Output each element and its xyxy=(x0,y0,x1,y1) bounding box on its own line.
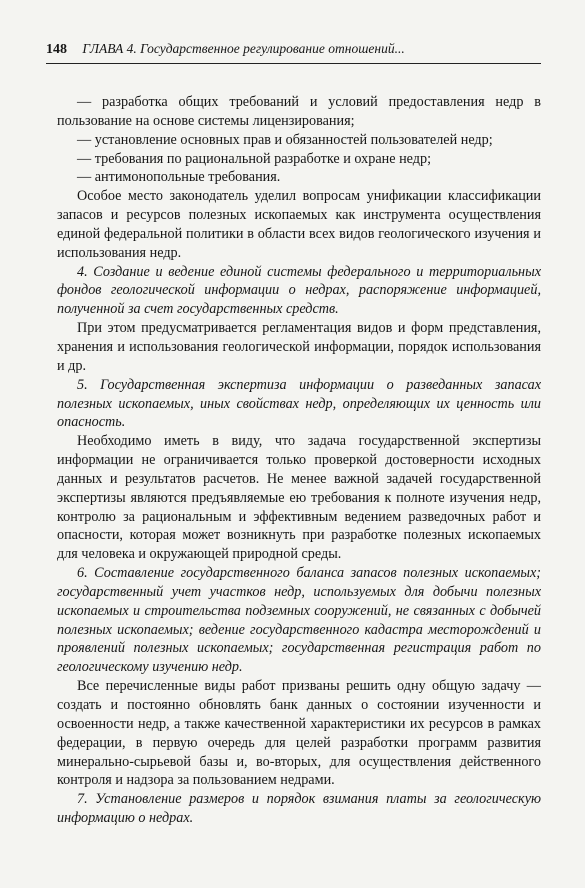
paragraph: — разработка общих требований и условий предоставления недр в пользование на основе системы лицензирования; xyxy=(57,94,541,129)
paragraph: — антимонопольные требования. xyxy=(77,169,281,186)
page-number: 148 xyxy=(46,42,67,57)
italic-paragraph: 5. Государственная экспертиза информации о разведанных запасах полезных ископаемых, иных свойствах недр, определяющих их ценность или опасность. xyxy=(57,376,541,431)
italic-paragraph: 4. Создание и ведение единой системы федерального и территориальных фондов геологической информации о недрах, распоряжение информацией, полученной за счет государственных средств. xyxy=(57,263,541,318)
paragraph: Все перечисленные виды работ призваны решить одну общую задачу — создать и постоянно обновлять банк данных о состоянии изученности и освоенности недр, а также качественной характеристики их ресурсов в рамках федерации, в первую очередь для целей разработки программ развития минерально-сырьевой базы и, во-вторых, для осуществления действенного контроля и надзора за пользованием недрами. xyxy=(57,678,541,789)
chapter-title: ГЛАВА 4. Государственное регулирование отношений... xyxy=(82,41,405,56)
paragraph: Необходимо иметь в виду, что задача государственной экспертизы информации не ограничивается только проверкой достоверности исходных данных и результатов расчетов. Не менее важной задачей государственной экспертизы являются предъявляемые ею требования к полноте изучения недр, контролю за рациональным и эффективным ведением разведочных работ и опасности, которая может возникнуть при разработке полезных ископаемых для человека и окружающей природной среды. xyxy=(57,433,541,563)
italic-paragraph: 6. Составление государственного баланса запасов полезных ископаемых; государственный учет участков недр, используемых для добычи полезных ископаемых и строительства подземных сооружений, не связанных с добычей полезных ископаемых; ведение государственного кадастра месторождений и проявлений полезных ископаемых; государственная регистрация работ по геологическому изучению недр. xyxy=(57,565,541,676)
paragraph: При этом предусматривается регламентация видов и форм представления, хранения и использования геологической информации, порядок использования и др. xyxy=(57,320,541,374)
paragraph: — требования по рациональной разработке и охране недр; xyxy=(77,150,432,167)
italic-paragraph: 7. Установление размеров и порядок взимания платы за геологическую информацию о недрах. xyxy=(57,791,541,827)
header-rule xyxy=(46,63,541,64)
paragraph: Особое место законодатель уделил вопросам унификации классификации запасов и ресурсов полезных ископаемых как инструмента осуществления единой федеральной политики в области всех видов геологического изучения и использования недр. xyxy=(57,188,541,261)
running-header xyxy=(46,40,542,59)
paragraph: — установление основных прав и обязанностей пользователей недр; xyxy=(77,131,493,148)
page-body xyxy=(57,93,541,828)
